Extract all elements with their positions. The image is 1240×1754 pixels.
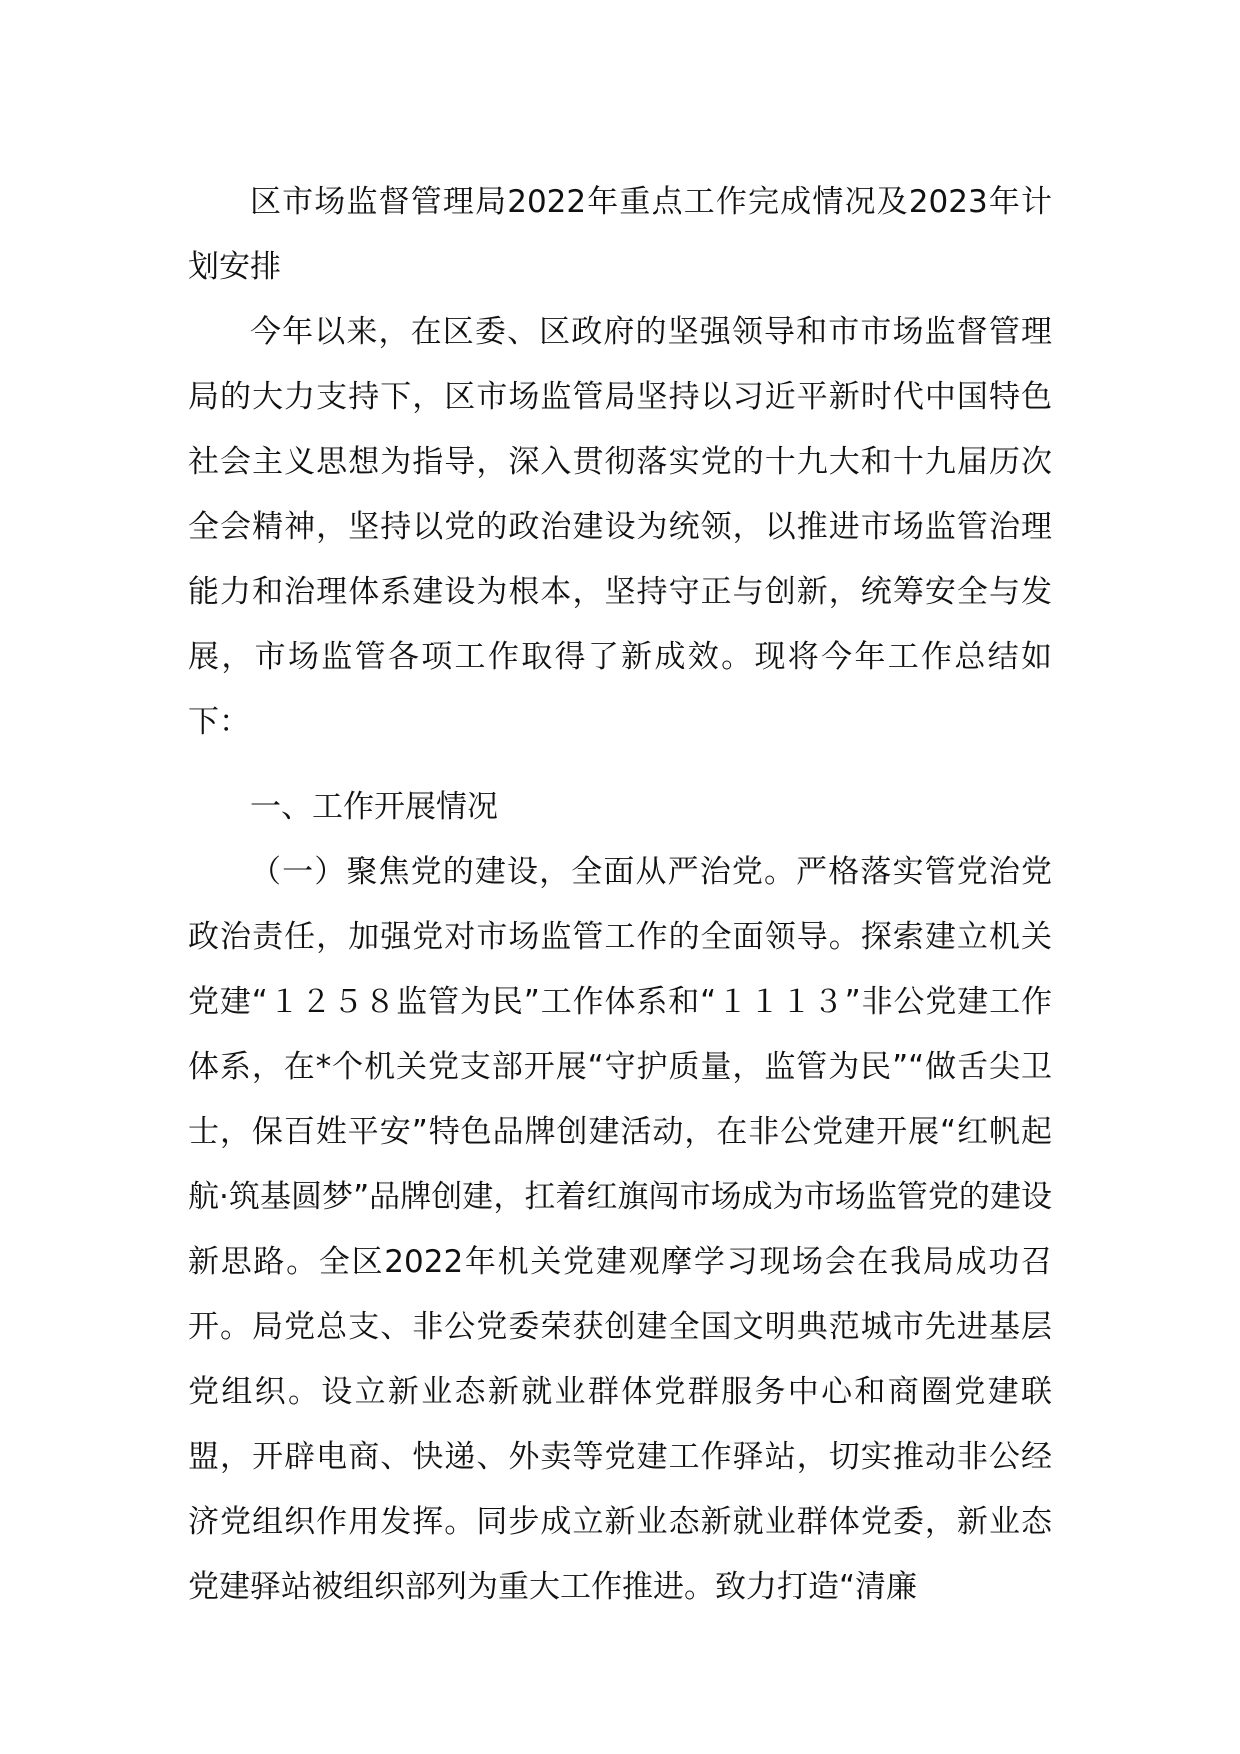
section-heading: 一、工作开展情况 xyxy=(250,789,498,825)
intro-paragraph: 今年以来，在区委、区政府的坚强领导和市市场监督管理局的大力支持下，区市场监管局坚持以习近平新时代中国特色社会主义思想为指导，深入贯彻落实党的十九大和十九届历次全会精神，坚持以党的政治建设为统领，以推进市场监管治理能力和治理体系建设为根本，坚持守正与创新，统筹安全与发展，市场监管各项工作取得了新成效。现将今年工作总结如下： xyxy=(188,314,1052,740)
document-body xyxy=(188,170,1052,1620)
document-title: 区市场监督管理局2022年重点工作完成情况及2023年计划安排 xyxy=(188,184,1052,285)
body-paragraph: （一）聚焦党的建设，全面从严治党。严格落实管党治党政治责任，加强党对市场监管工作的全面领导。探索建立机关党建“１２５８监管为民”工作体系和“１１１３”非公党建工作体系，在*个机关党支部开展“守护质量，监管为民”“做舌尖卫士，保百姓平安”特色品牌创建活动，在非公党建开展“红帆起航·筑基圆梦”品牌创建，扛着红旗闯市场成为市场监管党的建设新思路。全区2022年机关党建观摩学习现场会在我局成功召开。局党总支、非公党委荣获创建全国文明典范城市先进基层党组织。设立新业态新就业群体党群服务中心和商圈党建联盟，开辟电商、快递、外卖等党建工作驿站，切实推动非公经济党组织作用发挥。同步成立新业态新就业群体党委，新业态党建驿站被组织部列为重大工作推进。致力打造“清廉 xyxy=(188,854,1052,1605)
